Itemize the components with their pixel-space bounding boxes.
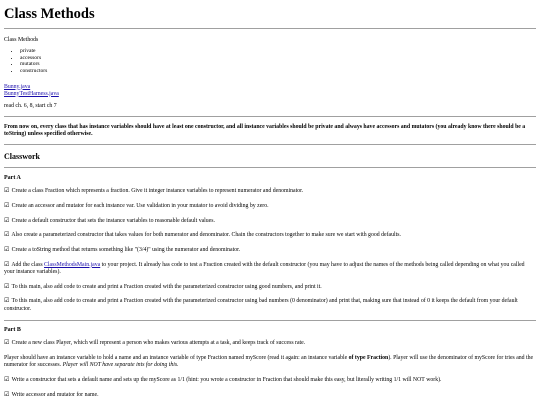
policy-notice: From now on, every class that has instance variables should have at least one constructor, and all instance variables should be private and always have accessors and mutators (you already know there should be a toString) unless specified otherwise. [4,123,526,137]
task-item [4,247,536,254]
task-item [4,232,536,239]
list-item: • constructors [20,68,536,75]
checkbox-icon: ☑ [4,376,10,383]
task-item [4,262,536,276]
task-text: Create an accessor and mutator for each instance var. Use validation in your mutator to avoid dividing by zero. [11,202,269,209]
list-item: • mutators [20,61,536,68]
task-item [4,298,536,312]
task-item [4,377,536,384]
task-text: Also create a parameterized constructor that takes values for both numerator and denominator. Chain the constructors together to make sure we start with good defaults. [11,232,401,239]
task-text: Write accessor and mutator for name. [11,391,99,398]
divider [4,116,536,117]
divider [4,28,536,29]
checkbox-icon: ☑ [4,188,10,195]
page-title: Class Methods [4,6,95,22]
part-a-heading: Part A [4,175,21,182]
bunny-java-link[interactable]: Bunny.java [4,83,31,90]
task-text: Create a class Fraction which represents a fraction. Give it integer instance variables to represent numerator and denominator. [11,188,304,195]
bunny-test-harness-link[interactable]: BunnyTestHarness.java [4,90,59,97]
task-item [4,203,536,210]
checkbox-icon: ☑ [4,217,10,224]
divider [4,144,536,145]
task-text: to your project. It already has code to test a Fraction created with the default constructor (you may have to adjust the names of the methods being called depending on what you called your instance variables). [4,261,525,275]
paragraph-text: Player should have an instance variable to hold a name and an instance variable of type Fraction named myScore (read it again: an instance variable [4,354,349,361]
reading-assignment: read ch. 6, 8, start ch 7 [4,102,57,109]
topics-list [4,48,536,74]
divider [4,167,536,168]
task-text: To this main, also add code to create and print a Fraction created with the parameterized constructor using good numbers, and print it. [11,283,322,290]
paragraph-text: ). Player will use the denominator of myScore for tries and the numerator for successes. [4,354,534,369]
list-item: • private [20,48,536,55]
part-b-heading: Part B [4,327,21,334]
task-item [4,218,536,225]
task-text: Write a constructor that sets a default name and sets up the myScore as 1/1 (hint: you wrote a constructor in Fraction that should make this easy, but literally writing 1/1 will NOT work). [11,376,442,383]
task-item [4,340,536,347]
task-item [4,188,536,195]
checkbox-icon: ☑ [4,247,10,253]
checkbox-icon: ☑ [4,261,10,268]
divider [4,320,536,321]
classwork-heading: Classwork [4,152,41,162]
checkbox-icon: ☑ [4,298,10,305]
task-text: To this main, also add code to create and print a Fraction created with the parameterized constructor using bad numbers (0 denominator) and print that, making sure that instead of 0 it keeps the default from your default constructor. [4,298,518,312]
list-item: • accessors [20,55,536,62]
task-text: Create a new class Player, which will represent a person who makes various attempts at a task, and keeps track of success rate. [11,340,306,347]
task-item [4,284,536,291]
task-text: Create a toString method that returns something like "(3/4)" using the numerator and denominator. [11,247,241,253]
paragraph-bold: of type Fraction [348,354,389,361]
task-item [4,392,536,399]
class-methods-main-link[interactable]: ClassMethodsMain.java [44,261,101,268]
file-links [4,84,536,98]
paragraph-italic: Player will NOT have separate ints for doing this. [62,362,179,369]
checkbox-icon: ☑ [4,232,10,239]
player-description [4,355,536,369]
checkbox-icon: ☑ [4,391,10,398]
task-text: Create a default constructor that sets the instance variables to reasonable default values. [11,217,215,224]
checkbox-icon: ☑ [4,202,10,209]
checkbox-icon: ☑ [4,283,10,290]
task-text: Add the class [11,261,45,268]
checkbox-icon: ☑ [4,340,10,347]
intro-label: Class Methods [4,37,39,43]
